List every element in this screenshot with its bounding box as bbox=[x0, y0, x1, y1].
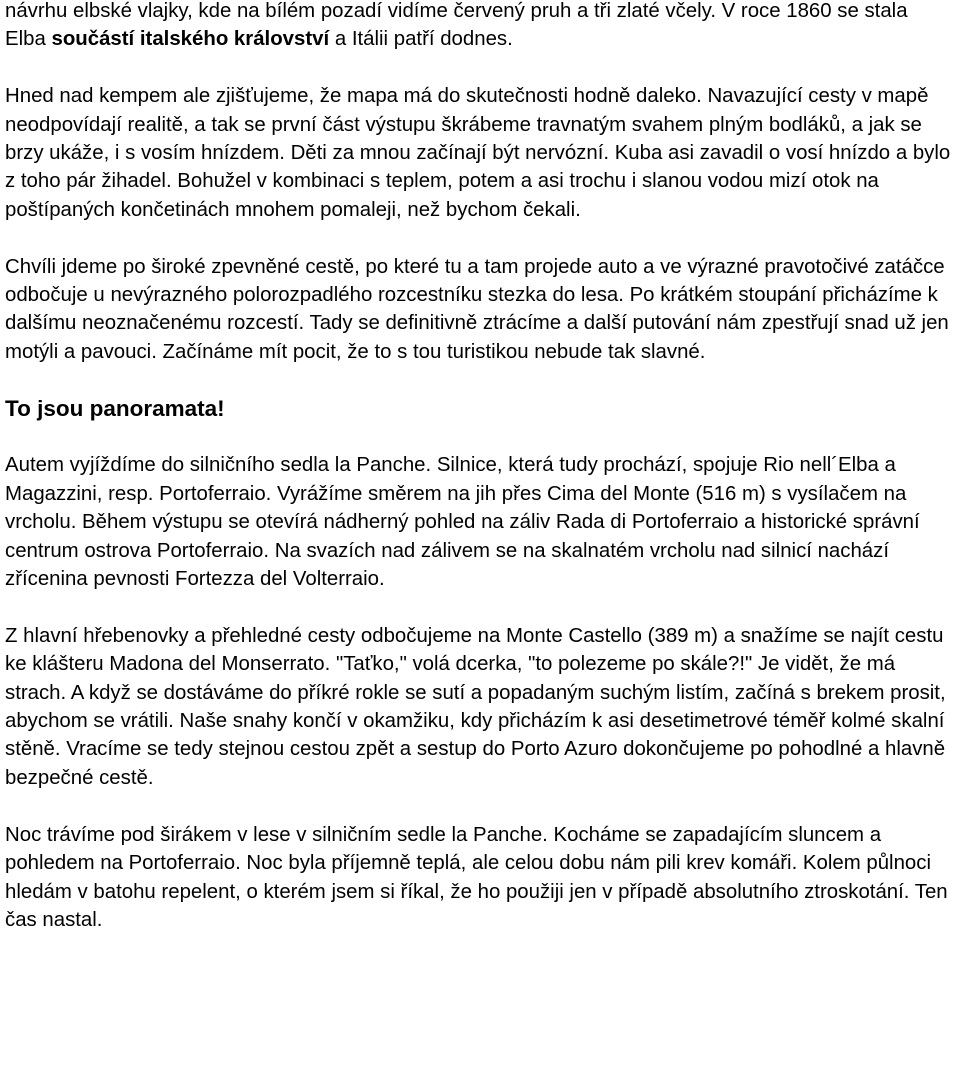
paragraph-monte-castello: Z hlavní hřebenovky a přehledné cesty odbočujeme na Monte Castello (389 m) a snažíme se najít cestu ke klášteru Madona del Monserrato. "Taťko," volá dcerka, "to polezeme po skále?!" Je vidět, že má strach. A když se dostáváme do příkré rokle se sutí a popadaným suchým listím, začíná s brekem prosit, abychom se vrátili. Naše snahy končí v okamžiku, kdy přicházím k asi desetimetrové téměř kolmé skalní stěně. Vracíme se tedy stejnou cestou zpět a sestup do Porto Azuro dokončujeme po pohodlné a hlavně bezpečné cestě. bbox=[5, 624, 946, 789]
paragraph-map-trouble: Hned nad kempem ale zjišťujeme, že mapa má do skutečnosti hodně daleko. Navazující cesty v mapě neodpovídají realitě, a tak se první část výstupu škrábeme travnatým svahem plným bodláků, a jak se brzy ukáže, i s vosím hnízdem. Děti za mnou začínají být nervózní. Kuba asi zavadil o vosí hnízdo a bylo z toho pár žihadel. Bohužel v kombinaci s teplem, potem a asi trochu i slanou vodou mizí otok na poštípaných končetinách mnohem pomaleji, než bychom čekali. bbox=[5, 85, 951, 221]
paragraph-text: návrhu elbské vlajky, kde na bílém pozadí vidíme červený pruh a tři zlaté včely. V roce 1860 se stala Elba bbox=[5, 0, 908, 51]
document-page bbox=[5, 0, 953, 963]
paragraph-text-tail: a Itálii patří dodnes. bbox=[329, 28, 513, 51]
paragraph-elba-flag bbox=[5, 0, 953, 54]
bold-phrase: součástí italského království bbox=[51, 28, 330, 51]
paragraph-night: Noc trávíme pod širákem v lese v silničním sedle la Panche. Kocháme se zapadajícím sluncem a pohledem na Portoferraio. Noc byla příjemně teplá, ale celou dobu nám pili krev komáři. Kolem půlnoci hledám v batohu repelent, o kterém jsem si říkal, že ho použiji jen v případě absolutního ztroskotání. Ten čas nastal. bbox=[5, 823, 948, 931]
paragraph-la-panche: Autem vyjíždíme do silničního sedla la Panche. Silnice, která tudy prochází, spojuje Rio nell´Elba a Magazzini, resp. Portoferraio. Vyrážíme směrem na jih přes Cima del Monte (516 m) s vysílačem na vrcholu. Během výstupu se otevírá nádherný pohled na záliv Rada di Portoferraio a historické správní centrum ostrova Portoferraio. Na svazích nad zálivem se na skalnatém vrcholu nad silnicí nachází zřícenina pevnosti Fortezza del Volterraio. bbox=[5, 454, 920, 591]
paragraph-forest-path: Chvíli jdeme po široké zpevněné cestě, po které tu a tam projede auto a ve výrazné pravotočivé zatáčce odbočuje u nevýrazného polorozpadlého rozcestníku stezka do lesa. Po krátkém stoupání přicházíme k dalšímu neoznačenému rozcestí. Tady se definitivně ztrácíme a další putování nám zpestřují snad už jen motýli a pavouci. Začínáme mít pocit, že to s tou turistikou nebude tak slavné. bbox=[5, 255, 949, 363]
section-heading: To jsou panoramata! bbox=[5, 395, 225, 421]
